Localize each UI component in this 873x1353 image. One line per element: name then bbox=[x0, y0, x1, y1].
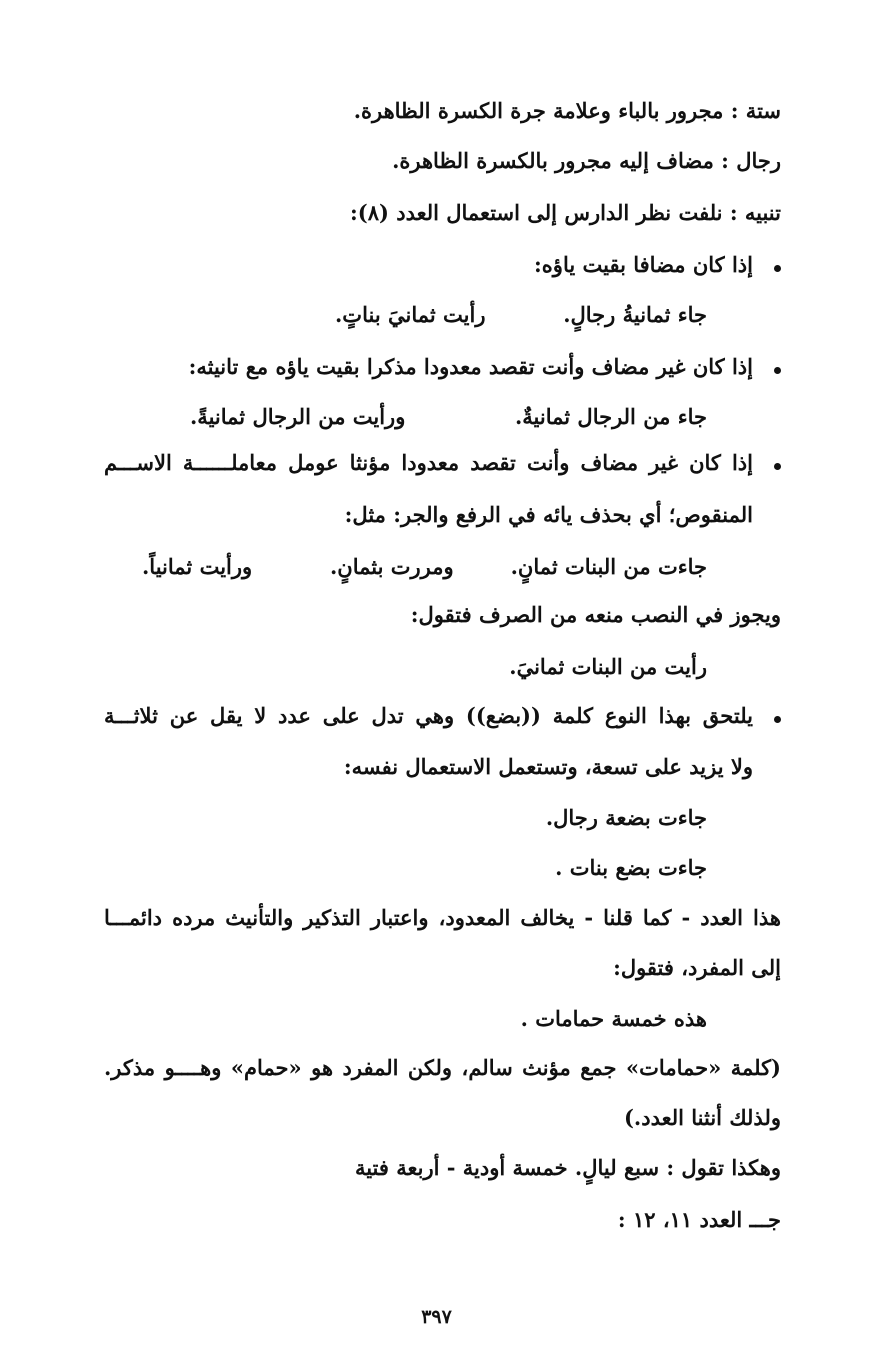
bullet-text: إذا كان غير مضاف وأنت تقصد معدودا مؤنثا عومل معاملــــــة الاســـم bbox=[104, 450, 753, 475]
bullet-text: يلتحق بهذا النوع كلمة ((بضع)) وهي تدل على عدد لا يقل عن ثلاثـــة bbox=[104, 703, 753, 728]
example-text: جاءت بضعة رجال. bbox=[545, 805, 707, 830]
text-line: إلى المفرد، فتقول: bbox=[613, 955, 781, 980]
text-line: تنبيه : نلفت نظر الدارس إلى استعمال العدد (٨): bbox=[349, 200, 781, 225]
bullet-text: المنقوص؛ أي بحذف يائه في الرفع والجر: مثل: bbox=[344, 502, 753, 527]
example-text: رأيت من البنات ثمانيَ. bbox=[509, 654, 707, 679]
example-text: ومررت بثمانٍ. bbox=[330, 554, 454, 579]
text-line: ويجوز في النصب منعه من الصرف فتقول: bbox=[410, 602, 781, 627]
text-line: رجال : مضاف إليه مجرور بالكسرة الظاهرة. bbox=[392, 148, 781, 173]
example-text: جاء ثمانيةُ رجالٍ. bbox=[563, 302, 707, 327]
text-line: (كلمة «حمامات» جمع مؤنث سالم، ولكن المفرد هو «حمام» وهــــو مذكر. bbox=[104, 1055, 781, 1080]
bullet-point bbox=[774, 265, 781, 272]
example-text: ورأيت ثمانياً. bbox=[142, 554, 253, 579]
bullet-text: ولا يزيد على تسعة، وتستعمل الاستعمال نفسه: bbox=[343, 754, 753, 779]
bullet-point bbox=[774, 716, 781, 723]
text-line: هذا العدد - كما قلنا - يخالف المعدود، واعتبار التذكير والتأنيث مرده دائمـــا bbox=[104, 905, 781, 930]
bullet-text: إذا كان غير مضاف وأنت تقصد معدودا مذكرا بقيت ياؤه مع تانيثه: bbox=[188, 354, 753, 379]
example-text: رأيت ثمانيَ بناتٍ. bbox=[335, 302, 486, 327]
example-text: جاءت من البنات ثمانٍ. bbox=[510, 554, 707, 579]
page-number: ٣٩٧ bbox=[421, 1306, 452, 1328]
example-text: هذه خمسة حمامات . bbox=[520, 1006, 707, 1031]
bullet-text: إذا كان مضافا بقيت ياؤه: bbox=[534, 252, 753, 277]
bullet-point bbox=[774, 367, 781, 374]
example-text: جاء من الرجال ثمانيةٌ. bbox=[514, 404, 707, 429]
bullet-point bbox=[774, 463, 781, 470]
text-line: ولذلك أنثنا العدد.) bbox=[623, 1105, 781, 1130]
example-text: ورأيت من الرجال ثمانيةً. bbox=[190, 404, 406, 429]
section-heading: جـــ العدد ١١، ١٢ : bbox=[617, 1207, 781, 1232]
text-line: وهكذا تقول : سبع ليالٍ. خمسة أودية - أربعة فتية bbox=[354, 1155, 781, 1180]
example-text: جاءت بضع بنات . bbox=[555, 855, 707, 880]
text-line: ستة : مجرور بالباء وعلامة جرة الكسرة الظاهرة. bbox=[353, 98, 781, 123]
